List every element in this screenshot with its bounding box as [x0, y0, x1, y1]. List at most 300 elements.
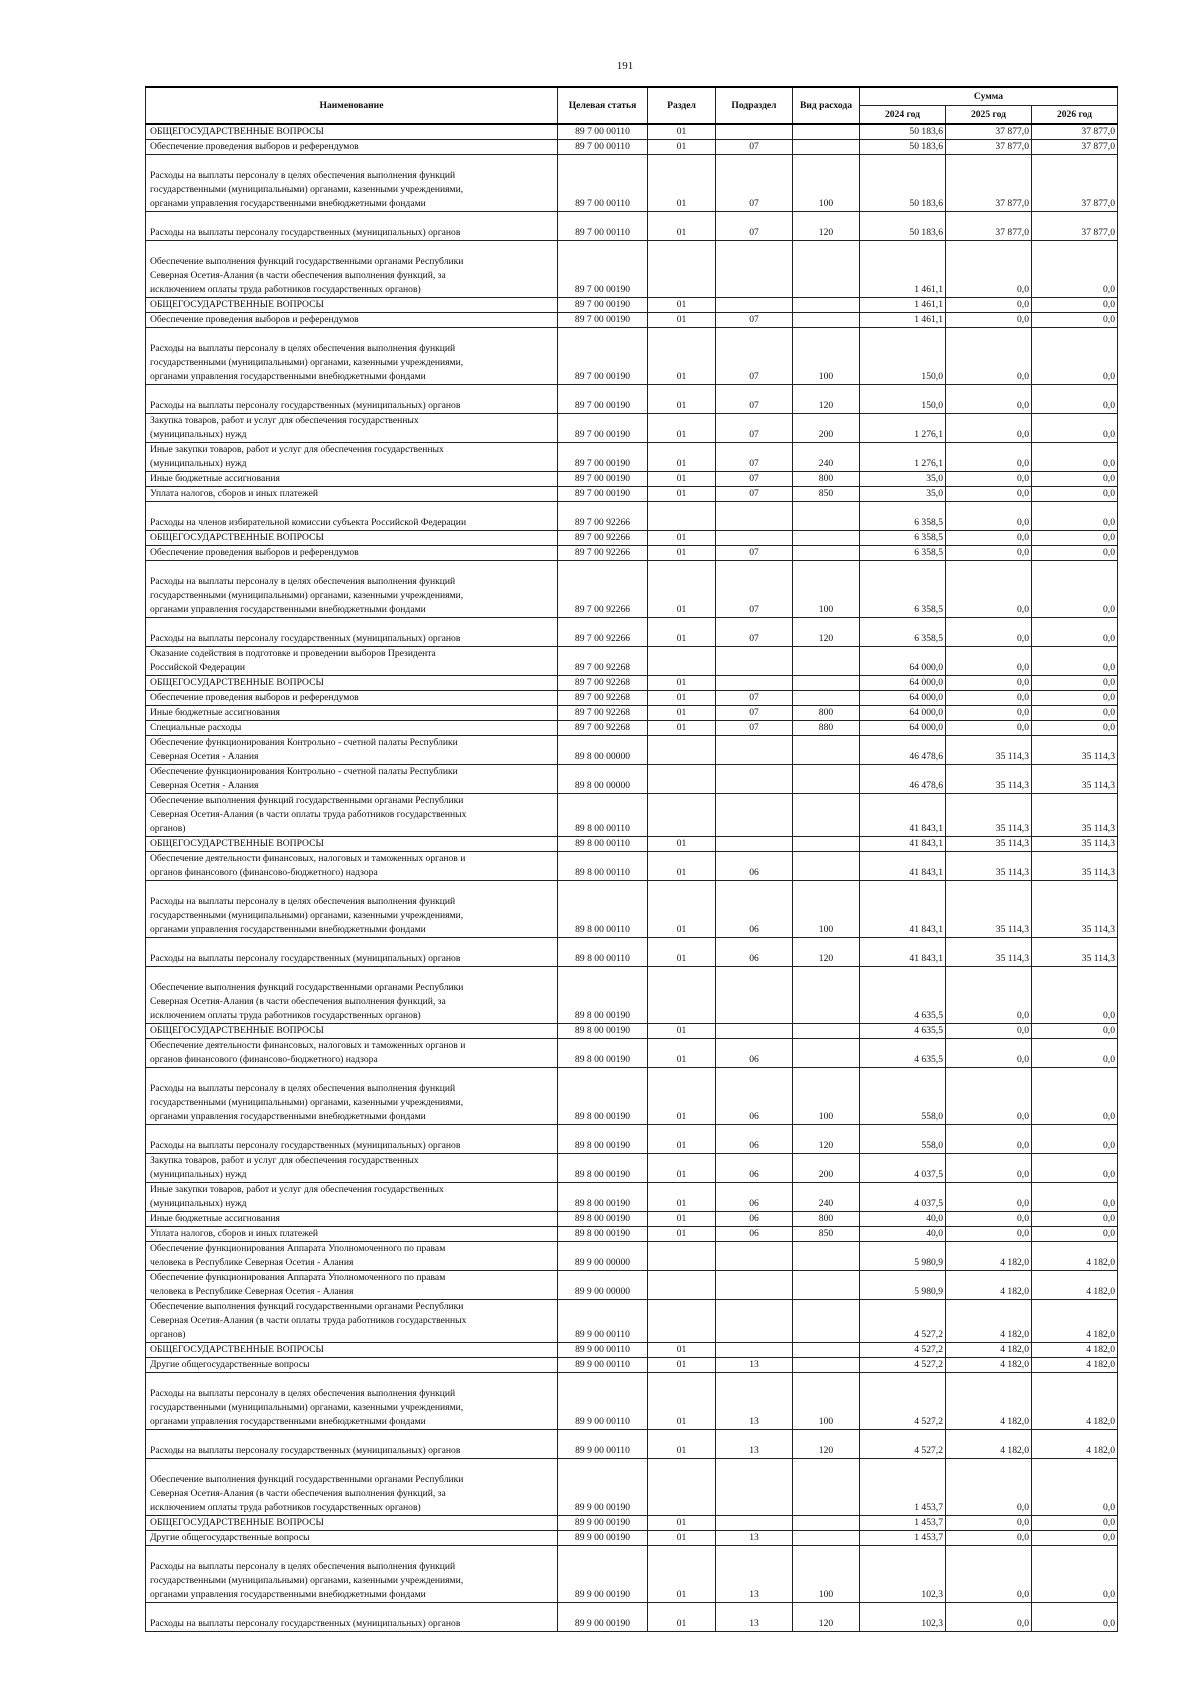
- cell-2024: 102,3: [860, 1546, 946, 1603]
- cell-name: Обеспечение функционирования Контрольно - счетной палаты Республики Северная Осетия - Алания: [146, 736, 558, 765]
- cell-2026: 4 182,0: [1032, 1358, 1118, 1373]
- cell-subsection: [716, 1300, 793, 1343]
- cell-subsection: 07: [716, 414, 793, 443]
- cell-section: 01: [648, 472, 716, 487]
- cell-name: Иные бюджетные ассигнования: [146, 706, 558, 721]
- cell-target: 89 8 00 00110: [558, 837, 648, 852]
- cell-section: 01: [648, 618, 716, 647]
- cell-subsection: 07: [716, 443, 793, 472]
- cell-expense-type: 850: [793, 487, 860, 502]
- cell-expense-type: 120: [793, 212, 860, 241]
- table-row: [146, 647, 1118, 676]
- cell-subsection: [716, 1516, 793, 1531]
- cell-expense-type: 800: [793, 706, 860, 721]
- cell-2024: 4 635,5: [860, 1024, 946, 1039]
- cell-subsection: [716, 1343, 793, 1358]
- cell-2025: 0,0: [946, 1125, 1032, 1154]
- cell-2026: 0,0: [1032, 328, 1118, 385]
- cell-expense-type: [793, 241, 860, 298]
- cell-section: [648, 647, 716, 676]
- cell-subsection: [716, 837, 793, 852]
- cell-expense-type: [793, 967, 860, 1024]
- cell-2026: 0,0: [1032, 721, 1118, 736]
- cell-name: ОБЩЕГОСУДАРСТВЕННЫЕ ВОПРОСЫ: [146, 298, 558, 313]
- cell-expense-type: 800: [793, 1212, 860, 1227]
- cell-2025: 0,0: [946, 1024, 1032, 1039]
- cell-2024: 41 843,1: [860, 794, 946, 837]
- cell-subsection: 13: [716, 1373, 793, 1430]
- cell-2025: 0,0: [946, 967, 1032, 1024]
- cell-section: [648, 502, 716, 531]
- cell-section: 01: [648, 1373, 716, 1430]
- cell-subsection: 13: [716, 1546, 793, 1603]
- cell-name: Обеспечение проведения выборов и референдумов: [146, 313, 558, 328]
- table-row: [146, 1154, 1118, 1183]
- cell-2026: 4 182,0: [1032, 1373, 1118, 1430]
- cell-section: 01: [648, 1430, 716, 1459]
- cell-2025: 0,0: [946, 1459, 1032, 1516]
- table-row: [146, 1430, 1118, 1459]
- cell-2025: 0,0: [946, 298, 1032, 313]
- header-section: Раздел: [648, 87, 716, 124]
- cell-2025: 35 114,3: [946, 765, 1032, 794]
- cell-section: 01: [648, 1546, 716, 1603]
- cell-expense-type: [793, 1242, 860, 1271]
- cell-2026: 35 114,3: [1032, 736, 1118, 765]
- cell-subsection: [716, 502, 793, 531]
- cell-target: 89 9 00 00110: [558, 1300, 648, 1343]
- cell-target: 89 9 00 00000: [558, 1271, 648, 1300]
- cell-expense-type: [793, 124, 860, 140]
- table-row: [146, 706, 1118, 721]
- cell-expense-type: 800: [793, 472, 860, 487]
- cell-2025: 0,0: [946, 443, 1032, 472]
- table-row: [146, 140, 1118, 155]
- cell-name: Обеспечение деятельности финансовых, налоговых и таможенных органов и органов финансового (финансово-бюджетного) надзора: [146, 1039, 558, 1068]
- cell-name: Обеспечение функционирования Аппарата Уполномоченного по правам человека в Республике Северная Осетия - Алания: [146, 1242, 558, 1271]
- cell-2026: 0,0: [1032, 691, 1118, 706]
- cell-section: 01: [648, 1039, 716, 1068]
- cell-2026: 0,0: [1032, 313, 1118, 328]
- cell-subsection: 06: [716, 1212, 793, 1227]
- cell-target: 89 7 00 92266: [558, 531, 648, 546]
- cell-subsection: 13: [716, 1430, 793, 1459]
- table-row: [146, 852, 1118, 881]
- cell-2024: 46 478,6: [860, 765, 946, 794]
- cell-name: Обеспечение выполнения функций государственными органами Республики Северная Осетия-Алания (в части обеспечения выполнения функций, за исключением оплаты труда работников государственных органов): [146, 241, 558, 298]
- cell-2026: 0,0: [1032, 1125, 1118, 1154]
- cell-target: 89 7 00 92268: [558, 721, 648, 736]
- cell-2024: 4 527,2: [860, 1343, 946, 1358]
- table-row: [146, 967, 1118, 1024]
- cell-2025: 0,0: [946, 721, 1032, 736]
- table-row: [146, 1343, 1118, 1358]
- cell-2025: 35 114,3: [946, 794, 1032, 837]
- cell-subsection: [716, 736, 793, 765]
- cell-name: Иные бюджетные ассигнования: [146, 472, 558, 487]
- cell-section: 01: [648, 212, 716, 241]
- cell-2024: 558,0: [860, 1125, 946, 1154]
- table-row: [146, 531, 1118, 546]
- cell-2025: 0,0: [946, 1546, 1032, 1603]
- cell-name: Закупка товаров, работ и услуг для обеспечения государственных (муниципальных) нужд: [146, 1154, 558, 1183]
- cell-target: 89 8 00 00190: [558, 1024, 648, 1039]
- cell-name: Обеспечение проведения выборов и референдумов: [146, 140, 558, 155]
- table-row: [146, 1358, 1118, 1373]
- cell-subsection: 07: [716, 155, 793, 212]
- cell-2024: 5 980,9: [860, 1271, 946, 1300]
- table-row: [146, 1212, 1118, 1227]
- cell-name: ОБЩЕГОСУДАРСТВЕННЫЕ ВОПРОСЫ: [146, 1343, 558, 1358]
- cell-expense-type: [793, 736, 860, 765]
- cell-2024: 558,0: [860, 1068, 946, 1125]
- table-row: [146, 1459, 1118, 1516]
- cell-target: 89 9 00 00190: [558, 1603, 648, 1632]
- cell-section: 01: [648, 1212, 716, 1227]
- cell-2026: 4 182,0: [1032, 1242, 1118, 1271]
- cell-section: 01: [648, 691, 716, 706]
- table-row: [146, 414, 1118, 443]
- cell-target: 89 7 00 00190: [558, 443, 648, 472]
- cell-target: 89 8 00 00190: [558, 1227, 648, 1242]
- cell-2024: 6 358,5: [860, 531, 946, 546]
- header-2024: 2024 год: [860, 106, 946, 125]
- cell-2026: 0,0: [1032, 676, 1118, 691]
- cell-subsection: 06: [716, 852, 793, 881]
- table-row: [146, 1227, 1118, 1242]
- cell-section: 01: [648, 938, 716, 967]
- cell-target: 89 8 00 00190: [558, 1183, 648, 1212]
- cell-section: 01: [648, 1183, 716, 1212]
- table-row: [146, 1603, 1118, 1632]
- cell-section: 01: [648, 1516, 716, 1531]
- cell-name: Расходы на выплаты персоналу государственных (муниципальных) органов: [146, 1430, 558, 1459]
- cell-2026: 0,0: [1032, 1183, 1118, 1212]
- cell-2026: 4 182,0: [1032, 1430, 1118, 1459]
- header-subsection: Подраздел: [716, 87, 793, 124]
- header-target: Целевая статья: [558, 87, 648, 124]
- table-row: [146, 676, 1118, 691]
- cell-section: 01: [648, 531, 716, 546]
- cell-2025: 37 877,0: [946, 140, 1032, 155]
- table-row: [146, 765, 1118, 794]
- table-row: [146, 1068, 1118, 1125]
- cell-target: 89 8 00 00000: [558, 736, 648, 765]
- cell-2024: 6 358,5: [860, 502, 946, 531]
- table-row: [146, 794, 1118, 837]
- cell-subsection: 07: [716, 385, 793, 414]
- cell-2025: 4 182,0: [946, 1373, 1032, 1430]
- cell-2026: 35 114,3: [1032, 794, 1118, 837]
- cell-section: 01: [648, 1125, 716, 1154]
- cell-2026: 0,0: [1032, 1459, 1118, 1516]
- cell-expense-type: 100: [793, 1546, 860, 1603]
- cell-2025: 35 114,3: [946, 938, 1032, 967]
- cell-2026: 35 114,3: [1032, 852, 1118, 881]
- cell-target: 89 7 00 00190: [558, 385, 648, 414]
- cell-section: 01: [648, 443, 716, 472]
- cell-2026: 35 114,3: [1032, 765, 1118, 794]
- cell-2026: 0,0: [1032, 1212, 1118, 1227]
- cell-2026: 0,0: [1032, 1603, 1118, 1632]
- cell-2024: 150,0: [860, 385, 946, 414]
- cell-2024: 40,0: [860, 1227, 946, 1242]
- table-row: [146, 155, 1118, 212]
- cell-name: Иные закупки товаров, работ и услуг для обеспечения государственных (муниципальных) нужд: [146, 1183, 558, 1212]
- cell-target: 89 8 00 00110: [558, 938, 648, 967]
- table-row: [146, 736, 1118, 765]
- cell-target: 89 7 00 00110: [558, 140, 648, 155]
- cell-2026: 35 114,3: [1032, 881, 1118, 938]
- cell-2026: 0,0: [1032, 546, 1118, 561]
- cell-name: Обеспечение функционирования Аппарата Уполномоченного по правам человека в Республике Северная Осетия - Алания: [146, 1271, 558, 1300]
- cell-section: 01: [648, 676, 716, 691]
- cell-target: 89 9 00 00000: [558, 1242, 648, 1271]
- cell-target: 89 7 00 00190: [558, 298, 648, 313]
- cell-name: Расходы на членов избирательной комиссии субъекта Российской Федерации: [146, 502, 558, 531]
- cell-target: 89 7 00 00110: [558, 155, 648, 212]
- cell-2024: 1 453,7: [860, 1531, 946, 1546]
- cell-section: 01: [648, 852, 716, 881]
- cell-subsection: [716, 794, 793, 837]
- cell-2024: 4 037,5: [860, 1183, 946, 1212]
- table-row: [146, 385, 1118, 414]
- cell-subsection: 07: [716, 328, 793, 385]
- cell-target: 89 7 00 00190: [558, 487, 648, 502]
- cell-2025: 4 182,0: [946, 1343, 1032, 1358]
- cell-expense-type: 120: [793, 938, 860, 967]
- table-row: [146, 472, 1118, 487]
- cell-2024: 41 843,1: [860, 837, 946, 852]
- cell-2025: 0,0: [946, 1154, 1032, 1183]
- cell-target: 89 7 00 00110: [558, 212, 648, 241]
- cell-2025: 0,0: [946, 676, 1032, 691]
- cell-expense-type: [793, 691, 860, 706]
- cell-subsection: 07: [716, 691, 793, 706]
- cell-section: 01: [648, 881, 716, 938]
- cell-2025: 4 182,0: [946, 1300, 1032, 1343]
- cell-expense-type: 120: [793, 1430, 860, 1459]
- cell-2024: 6 358,5: [860, 561, 946, 618]
- cell-expense-type: 240: [793, 443, 860, 472]
- cell-2025: 0,0: [946, 531, 1032, 546]
- cell-2026: 0,0: [1032, 1531, 1118, 1546]
- cell-target: 89 8 00 00000: [558, 765, 648, 794]
- cell-2025: 0,0: [946, 647, 1032, 676]
- cell-name: Обеспечение функционирования Контрольно - счетной палаты Республики Северная Осетия - Алания: [146, 765, 558, 794]
- cell-2025: 37 877,0: [946, 212, 1032, 241]
- cell-2024: 35,0: [860, 472, 946, 487]
- cell-section: 01: [648, 1227, 716, 1242]
- cell-2026: 0,0: [1032, 241, 1118, 298]
- cell-subsection: [716, 1459, 793, 1516]
- header-sum: Сумма: [860, 87, 1118, 106]
- table-row: [146, 561, 1118, 618]
- cell-section: 01: [648, 298, 716, 313]
- cell-2024: 4 635,5: [860, 967, 946, 1024]
- cell-target: 89 7 00 92266: [558, 546, 648, 561]
- cell-subsection: 13: [716, 1358, 793, 1373]
- cell-target: 89 7 00 92266: [558, 618, 648, 647]
- cell-2026: 0,0: [1032, 472, 1118, 487]
- header-name: Наименование: [146, 87, 558, 124]
- cell-2026: 0,0: [1032, 1039, 1118, 1068]
- cell-section: [648, 765, 716, 794]
- cell-2026: 0,0: [1032, 967, 1118, 1024]
- cell-2024: 41 843,1: [860, 852, 946, 881]
- table-row: [146, 1531, 1118, 1546]
- cell-expense-type: [793, 1343, 860, 1358]
- cell-subsection: 06: [716, 1227, 793, 1242]
- cell-2024: 1 276,1: [860, 414, 946, 443]
- cell-section: 01: [648, 385, 716, 414]
- cell-2026: 35 114,3: [1032, 938, 1118, 967]
- cell-2025: 0,0: [946, 1603, 1032, 1632]
- cell-2024: 64 000,0: [860, 647, 946, 676]
- cell-target: 89 9 00 00190: [558, 1516, 648, 1531]
- cell-subsection: 06: [716, 1068, 793, 1125]
- cell-2024: 50 183,6: [860, 124, 946, 140]
- table-row: [146, 502, 1118, 531]
- cell-subsection: 06: [716, 881, 793, 938]
- cell-name: ОБЩЕГОСУДАРСТВЕННЫЕ ВОПРОСЫ: [146, 676, 558, 691]
- cell-2025: 0,0: [946, 241, 1032, 298]
- cell-2024: 1 276,1: [860, 443, 946, 472]
- table-row: [146, 298, 1118, 313]
- cell-2026: 0,0: [1032, 414, 1118, 443]
- cell-subsection: 06: [716, 1183, 793, 1212]
- cell-2024: 46 478,6: [860, 736, 946, 765]
- cell-2025: 37 877,0: [946, 155, 1032, 212]
- header-2025: 2025 год: [946, 106, 1032, 125]
- cell-2024: 102,3: [860, 1603, 946, 1632]
- cell-expense-type: [793, 837, 860, 852]
- cell-2026: 0,0: [1032, 502, 1118, 531]
- cell-2024: 4 527,2: [860, 1300, 946, 1343]
- cell-name: Другие общегосударственные вопросы: [146, 1531, 558, 1546]
- cell-target: 89 7 00 00190: [558, 241, 648, 298]
- cell-expense-type: 120: [793, 1125, 860, 1154]
- cell-target: 89 7 00 00190: [558, 414, 648, 443]
- cell-name: Расходы на выплаты персоналу государственных (муниципальных) органов: [146, 1125, 558, 1154]
- cell-2026: 4 182,0: [1032, 1271, 1118, 1300]
- cell-section: 01: [648, 721, 716, 736]
- cell-2026: 0,0: [1032, 706, 1118, 721]
- cell-subsection: 07: [716, 561, 793, 618]
- cell-section: [648, 967, 716, 1024]
- cell-subsection: 06: [716, 1039, 793, 1068]
- cell-section: [648, 241, 716, 298]
- cell-name: Расходы на выплаты персоналу государственных (муниципальных) органов: [146, 618, 558, 647]
- cell-name: Расходы на выплаты персоналу в целях обеспечения выполнения функций государственными (муниципальными) органами, казенными учреждениями, органами управления государственными внебюджетными фондами: [146, 328, 558, 385]
- cell-target: 89 7 00 92268: [558, 691, 648, 706]
- cell-expense-type: [793, 1039, 860, 1068]
- cell-2025: 37 877,0: [946, 124, 1032, 140]
- cell-subsection: 13: [716, 1603, 793, 1632]
- cell-2025: 0,0: [946, 502, 1032, 531]
- cell-name: Расходы на выплаты персоналу в целях обеспечения выполнения функций государственными (муниципальными) органами, казенными учреждениями, органами управления государственными внебюджетными фондами: [146, 1373, 558, 1430]
- cell-2025: 0,0: [946, 1531, 1032, 1546]
- cell-2026: 0,0: [1032, 487, 1118, 502]
- cell-2024: 64 000,0: [860, 706, 946, 721]
- budget-table: [145, 86, 1118, 1632]
- cell-section: 01: [648, 124, 716, 140]
- cell-2026: 37 877,0: [1032, 124, 1118, 140]
- cell-2024: 50 183,6: [860, 155, 946, 212]
- cell-2025: 0,0: [946, 546, 1032, 561]
- cell-2024: 1 453,7: [860, 1516, 946, 1531]
- cell-name: Специальные расходы: [146, 721, 558, 736]
- cell-2025: 0,0: [946, 1068, 1032, 1125]
- cell-expense-type: [793, 1516, 860, 1531]
- cell-2024: 1 453,7: [860, 1459, 946, 1516]
- cell-2026: 0,0: [1032, 385, 1118, 414]
- cell-2026: 0,0: [1032, 1546, 1118, 1603]
- cell-target: 89 8 00 00110: [558, 794, 648, 837]
- cell-2025: 35 114,3: [946, 837, 1032, 852]
- cell-name: Уплата налогов, сборов и иных платежей: [146, 1227, 558, 1242]
- table-row: [146, 881, 1118, 938]
- cell-2025: 0,0: [946, 313, 1032, 328]
- cell-expense-type: [793, 546, 860, 561]
- table-row: [146, 313, 1118, 328]
- cell-target: 89 7 00 00110: [558, 124, 648, 140]
- cell-expense-type: 100: [793, 881, 860, 938]
- cell-name: Иные закупки товаров, работ и услуг для обеспечения государственных (муниципальных) нужд: [146, 443, 558, 472]
- cell-subsection: 07: [716, 140, 793, 155]
- cell-2025: 0,0: [946, 561, 1032, 618]
- cell-subsection: [716, 647, 793, 676]
- cell-2026: 35 114,3: [1032, 837, 1118, 852]
- cell-expense-type: 880: [793, 721, 860, 736]
- table-row: [146, 1373, 1118, 1430]
- cell-expense-type: [793, 852, 860, 881]
- cell-expense-type: 120: [793, 385, 860, 414]
- cell-name: ОБЩЕГОСУДАРСТВЕННЫЕ ВОПРОСЫ: [146, 1516, 558, 1531]
- cell-subsection: [716, 1242, 793, 1271]
- cell-expense-type: [793, 676, 860, 691]
- cell-2025: 0,0: [946, 1516, 1032, 1531]
- cell-2026: 0,0: [1032, 618, 1118, 647]
- table-row: [146, 241, 1118, 298]
- cell-2024: 1 461,1: [860, 241, 946, 298]
- table-row: [146, 443, 1118, 472]
- table-row: [146, 1039, 1118, 1068]
- cell-subsection: 06: [716, 938, 793, 967]
- cell-target: 89 8 00 00190: [558, 1039, 648, 1068]
- cell-2026: 0,0: [1032, 531, 1118, 546]
- cell-expense-type: [793, 298, 860, 313]
- table-row: [146, 546, 1118, 561]
- cell-2024: 41 843,1: [860, 938, 946, 967]
- cell-2026: 0,0: [1032, 561, 1118, 618]
- cell-subsection: 07: [716, 618, 793, 647]
- cell-target: 89 7 00 92268: [558, 647, 648, 676]
- cell-subsection: [716, 967, 793, 1024]
- cell-expense-type: [793, 313, 860, 328]
- cell-target: 89 9 00 00110: [558, 1343, 648, 1358]
- cell-subsection: 07: [716, 546, 793, 561]
- cell-2026: 0,0: [1032, 1024, 1118, 1039]
- cell-name: Обеспечение деятельности финансовых, налоговых и таможенных органов и органов финансового (финансово-бюджетного) надзора: [146, 852, 558, 881]
- cell-section: 01: [648, 561, 716, 618]
- cell-2024: 5 980,9: [860, 1242, 946, 1271]
- cell-2024: 6 358,5: [860, 618, 946, 647]
- cell-target: 89 8 00 00190: [558, 1154, 648, 1183]
- table-row: [146, 487, 1118, 502]
- cell-expense-type: 100: [793, 1373, 860, 1430]
- cell-2024: 1 461,1: [860, 298, 946, 313]
